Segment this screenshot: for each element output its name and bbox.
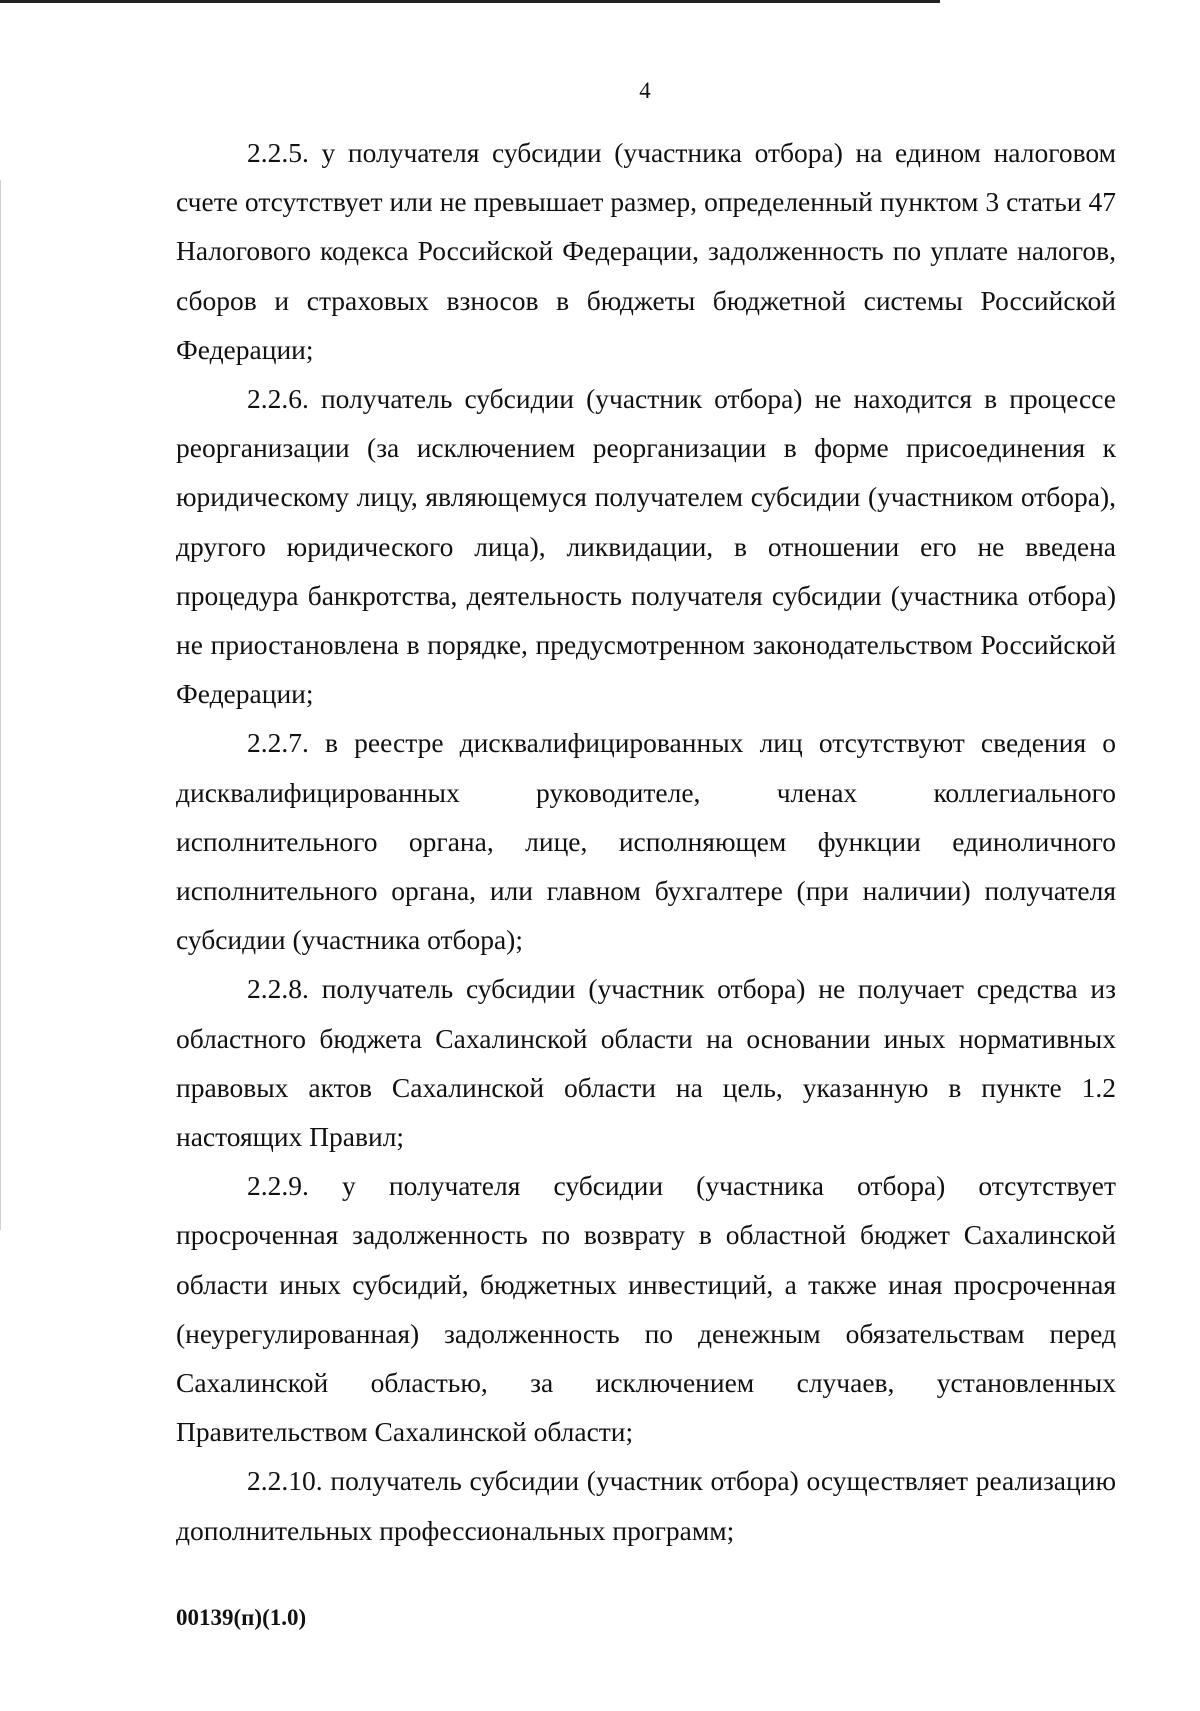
scan-edge-left — [0, 180, 1, 1230]
paragraph-2-2-9: 2.2.9. у получателя субсидии (участника отбора) отсутствует просроченная задолженность по возврату в областной бюджет Сахалинской области иных субсидий, бюджетных инвестиций, а также иная просроченная (неурегулированная) задолженность по денежным обязательствам перед Сахалинской областью, за исключением случаев, установленных Правительством Сахалинской области; — [176, 1170, 1116, 1448]
paragraph-2-2-5: 2.2.5. у получателя субсидии (участника отбора) на едином налоговом счете отсутствует или не превышает размер, определенный пунктом 3 статьи 47 Налогового кодекса Российской Федерации, задолженность по уплате налогов, сборов и страховых взносов в бюджеты бюджетной системы Российской Федерации; — [176, 137, 1116, 365]
paragraph-2-2-7: 2.2.7. в реестре дисквалифицированных лиц отсутствуют сведения о дисквалифицированных руководителе, членах коллегиального исполнительного органа, лице, исполняющем функции единоличного исполнительного органа, или главном бухгалтере (при наличии) получателя субсидии (участника отбора); — [176, 727, 1116, 956]
scan-edge-top — [0, 0, 940, 3]
document-body — [176, 128, 1116, 1555]
paragraph-2-2-6: 2.2.6. получатель субсидии (участник отбора) не находится в процессе реорганизации (за исключением реорганизации в форме присоединения к юридическому лицу, являющемуся получателем субсидии (участником отбора), другого юридического лица), ликвидации, в отношении его не введена процедура банкротства, деятельность получателя субсидии (участника отбора) не приостановлена в порядке, предусмотренном законодательством Российской Федерации; — [176, 383, 1116, 710]
footer-document-code: 00139(п)(1.0) — [176, 1605, 307, 1630]
page-number: 4 — [639, 78, 651, 103]
paragraph-2-2-10: 2.2.10. получатель субсидии (участник отбора) осуществляет реализацию дополнительных профессиональных программ; — [176, 1465, 1116, 1546]
paragraph-2-2-8: 2.2.8. получатель субсидии (участник отбора) не получает средства из областного бюджета Сахалинской области на основании иных нормативных правовых актов Сахалинской области на цель, указанную в пункте 1.2 настоящих Правил; — [176, 973, 1116, 1153]
